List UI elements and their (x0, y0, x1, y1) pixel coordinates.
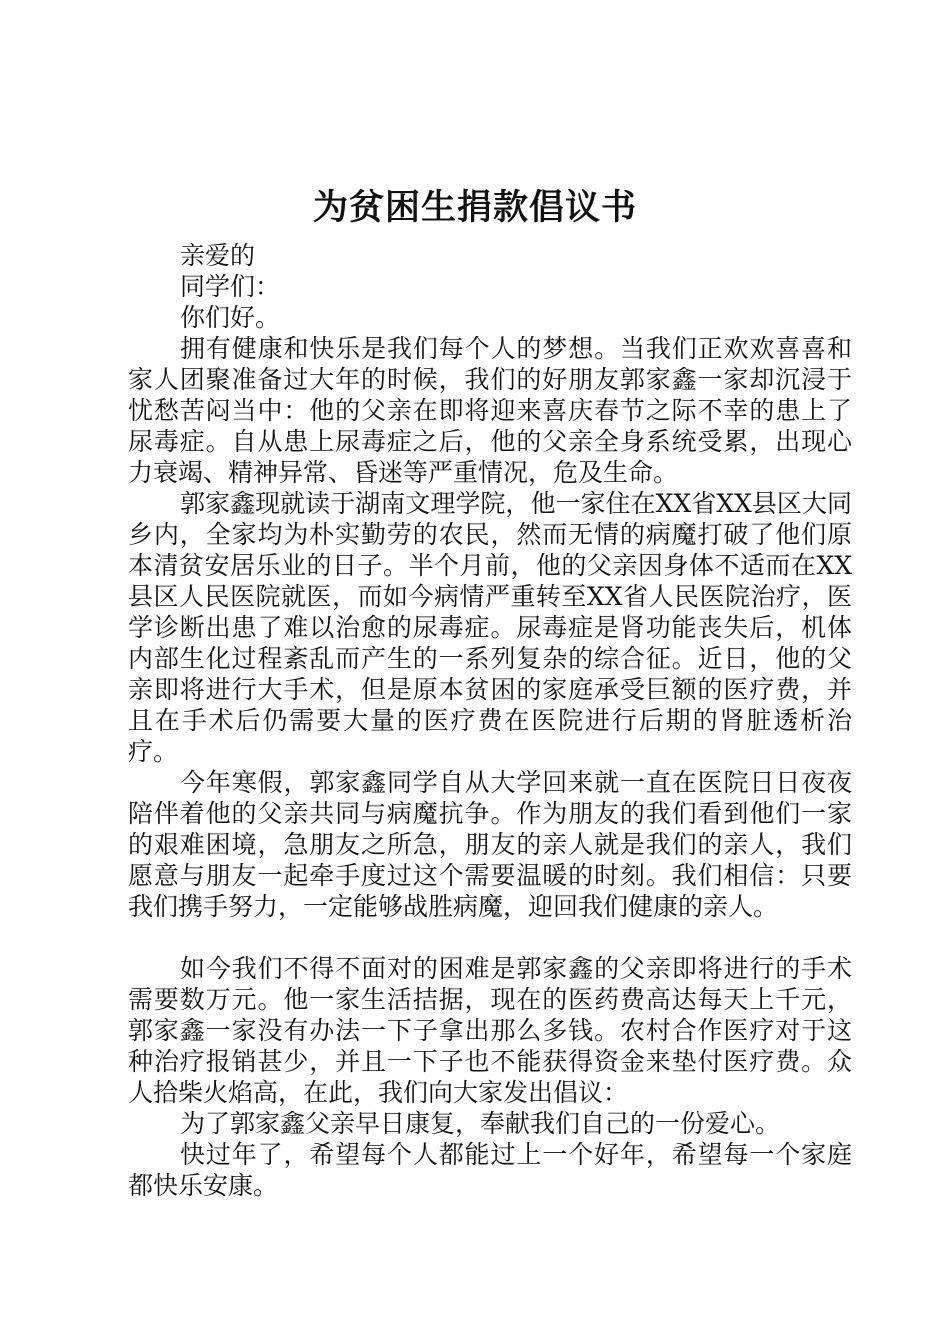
paragraph-health-and-illness: 拥有健康和快乐是我们每个人的梦想。当我们正欢欢喜喜和家人团聚准备过大年的时候，我们的好朋友郭家鑫一家却沉浸于忧愁苦闷当中：他的父亲在即将迎来喜庆春节之际不幸的患上了尿毒症。自从患上尿毒症之后，他的父亲全身系统受累，出现心力衰竭、精神异常、昏迷等严重情况，危及生命。 (128, 334, 852, 487)
paragraph-spacer (128, 922, 852, 953)
document-body (128, 240, 852, 1201)
salutation-line-2: 同学们： (180, 272, 281, 301)
paragraph-appeal: 为了郭家鑫父亲早日康复，奉献我们自己的一份爱心。 (180, 1109, 781, 1138)
paragraph-financial-difficulty: 如今我们不得不面对的困难是郭家鑫的父亲即将进行的手术需要数万元。他一家生活拮据，现在的医药费高达每天上千元，郭家鑫一家没有办法一下子拿出那么多钱。农村合作医疗对于这种治疗报销甚少，并且一下子也不能获得资金来垫付医疗费。众人拾柴火焰高，在此，我们向大家发出倡议： (128, 954, 852, 1107)
paragraph-new-year-wish: 快过年了，希望每个人都能过上一个好年，希望每一个家庭都快乐安康。 (128, 1140, 852, 1200)
paragraph-winter-vacation: 今年寒假，郭家鑫同学自从大学回来就一直在医院日日夜夜陪伴着他的父亲共同与病魔抗争。作为朋友的我们看到他们一家的艰难困境，急朋友之所急，朋友的亲人就是我们的亲人，我们愿意与朋友一起牵手度过这个需要温暖的时刻。我们相信：只要我们携手努力，一定能够战胜病魔，迎回我们健康的亲人。 (128, 768, 852, 921)
paragraph-family-background: 郭家鑫现就读于湖南文理学院，他一家住在XX省XX县区大同乡内，全家均为朴实勤劳的农民，然而无情的病魔打破了他们原本清贫安居乐业的日子。半个月前，他的父亲因身体不适而在XX县区人民医院就医，而如今病情严重转至XX省人民医院治疗，医学诊断出患了难以治愈的尿毒症。尿毒症是肾功能丧失后，机体内部生化过程紊乱而产生的一系列复杂的综合征。近日，他的父亲即将进行大手术，但是原本贫困的家庭承受巨额的医疗费，并且在手术后仍需要大量的医疗费在医院进行后期的肾脏透析治疗。 (128, 489, 852, 766)
greeting-line: 你们好。 (180, 303, 281, 332)
salutation-line-1: 亲爱的 (180, 241, 256, 270)
document-title: 为贫困生捐款倡议书 (312, 187, 637, 228)
